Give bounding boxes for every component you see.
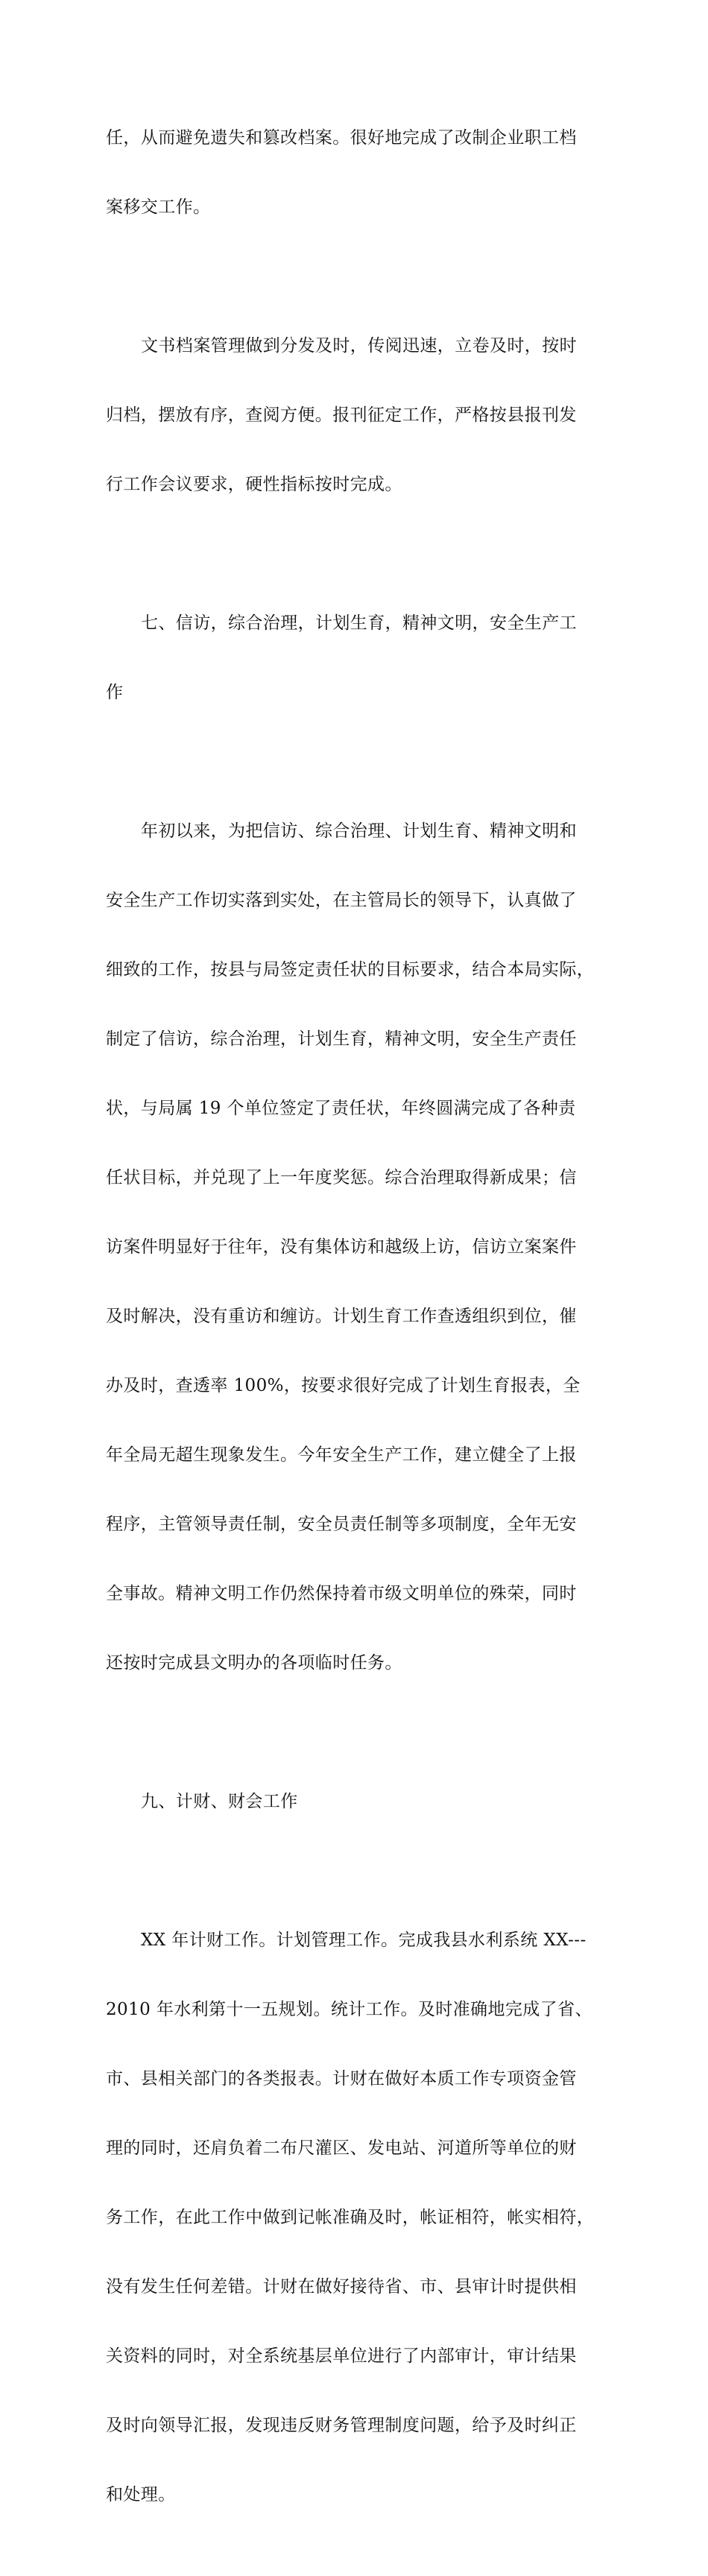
text-line: 状，与局属 19 个单位签定了责任状，年终圆满完成了各种责	[106, 1099, 576, 1118]
text-line: 年全局无超生现象发生。今年安全生产工作，建立健全了上报	[106, 1445, 577, 1465]
text-line: 文书档案管理做到分发及时，传阅迅速，立卷及时，按时	[141, 336, 577, 356]
text-line: 细致的工作，按县与局签定责任状的目标要求，结合本局实际，	[106, 960, 595, 979]
paragraph-petition-work	[106, 774, 616, 1721]
text-line: 案移交工作。	[106, 198, 211, 217]
paragraph-document-archives	[106, 288, 616, 543]
text-line: 程序，主管领导责任制，安全员责任制等多项制度，全年无安	[106, 1515, 577, 1534]
text-line: 九、计财、财会工作	[141, 1792, 298, 1811]
text-line: 和处理。	[106, 2485, 176, 2504]
text-line: 务工作，在此工作中做到记帐准确及时，帐证相符，帐实相符，	[106, 2208, 595, 2227]
text-line: 全事故。精神文明工作仍然保持着市级文明单位的殊荣，同时	[106, 1584, 577, 1603]
text-line: 任状目标，并兑现了上一年度奖惩。综合治理取得新成果；信	[106, 1168, 577, 1187]
text-line: 任，从而避免遗失和篡改档案。很好地完成了改制企业职工档	[106, 128, 577, 148]
paragraph-finance-work	[106, 1883, 616, 2553]
text-line: 还按时完成县文明办的各项临时任务。	[106, 1653, 402, 1673]
paragraph-archive-transfer	[106, 80, 616, 265]
text-line: 访案件明显好于往年，没有集体访和越级上访，信访立案案件	[106, 1237, 577, 1257]
text-line: 归档，摆放有序，查阅方便。报刊征定工作，严格按县报刊发	[106, 405, 577, 425]
text-line: 关资料的同时，对全系统基层单位进行了内部审计，审计结果	[106, 2346, 577, 2366]
text-line: 2010 年水利第十一五规划。统计工作。及时准确地完成了省、	[106, 2000, 592, 2019]
text-line: 七、信访，综合治理，计划生育，精神文明，安全生产工	[141, 613, 577, 633]
text-line: XX 年计财工作。计划管理工作。完成我县水利系统 XX---	[141, 1931, 587, 1950]
text-line: 年初以来，为把信访、综合治理、计划生育、精神文明和	[141, 821, 577, 841]
text-line: 作	[106, 683, 124, 702]
text-line: 市、县相关部门的各类报表。计财在做好本质工作专项资金管	[106, 2069, 577, 2089]
text-line: 行工作会议要求，硬性指标按时完成。	[106, 475, 402, 494]
text-line: 制定了信访，综合治理，计划生育，精神文明，安全生产责任	[106, 1029, 577, 1049]
section-heading-seven	[106, 566, 616, 751]
text-line: 办及时，查透率 100%，按要求很好完成了计划生育报表，全	[106, 1376, 581, 1395]
text-line: 及时解决，没有重访和缠访。计划生育工作查透组织到位，催	[106, 1307, 577, 1326]
document-body	[106, 80, 616, 2576]
text-line: 安全生产工作切实落到实处，在主管局长的领导下，认真做了	[106, 891, 577, 910]
text-line: 理的同时，还肩负着二布尺灌区、发电站、河道所等单位的财	[106, 2138, 577, 2158]
text-line: 没有发生任何差错。计财在做好接待省、市、县审计时提供相	[106, 2277, 577, 2296]
section-heading-nine	[106, 1744, 616, 1860]
text-line: 及时向领导汇报，发现违反财务管理制度问题，给予及时纠正	[106, 2416, 577, 2435]
